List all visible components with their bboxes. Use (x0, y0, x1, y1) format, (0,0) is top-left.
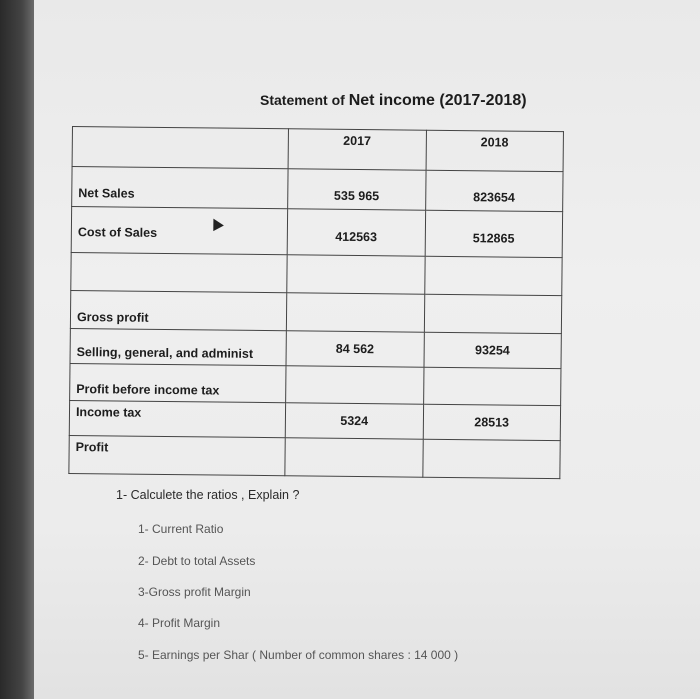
value-2018: 823654 (425, 170, 563, 211)
value-2018 (423, 367, 561, 405)
question-heading: 1- Calculete the ratios , Explain ? (116, 488, 300, 502)
document-title (260, 92, 527, 110)
table-row (70, 290, 561, 333)
row-label: Net Sales (72, 167, 288, 209)
title-main: Net income (2017-2018) (348, 92, 527, 109)
value-2017 (287, 255, 425, 294)
value-2017 (285, 438, 423, 477)
row-label: Gross profit (70, 290, 286, 330)
table-row (70, 363, 561, 405)
table-row (71, 252, 562, 295)
table-row (70, 328, 561, 368)
table-row (71, 207, 562, 258)
value-2018: 28513 (423, 404, 561, 440)
row-label: Profit before income tax (70, 363, 286, 402)
question-item: 1- Current Ratio (138, 522, 224, 536)
row-label: Income tax (69, 400, 285, 437)
question-item: 5- Earnings per Shar ( Number of common shares : 14 000 ) (138, 648, 459, 662)
value-2018 (422, 439, 560, 478)
table-header-row (72, 127, 563, 172)
header-cell (72, 127, 288, 169)
table-row (72, 167, 563, 212)
value-2018: 93254 (423, 332, 561, 368)
income-statement-table (68, 126, 564, 479)
value-2017: 412563 (287, 209, 425, 256)
question-item: 4- Profit Margin (138, 616, 221, 630)
row-label (71, 252, 287, 292)
table-row (69, 435, 560, 478)
row-label: Selling, general, and administ (70, 328, 286, 365)
question-item: 3-Gross profit Margin (138, 585, 251, 599)
value-2017 (286, 293, 424, 332)
header-cell: 2018 (426, 130, 564, 171)
value-2018: 512865 (425, 210, 563, 257)
table-row (69, 400, 560, 440)
row-label: Cost of Sales (71, 207, 288, 255)
value-2017: 84 562 (286, 331, 424, 367)
value-2018 (424, 294, 562, 333)
value-2018 (424, 256, 562, 295)
header-cell: 2017 (288, 129, 426, 170)
title-prefix: Statement of (260, 92, 345, 108)
value-2017 (286, 366, 424, 404)
value-2017: 5324 (285, 403, 423, 439)
value-2017: 535 965 (288, 169, 426, 210)
row-label: Profit (69, 435, 285, 475)
question-item: 2- Debt to total Assets (138, 554, 256, 568)
paper-sheet (34, 0, 700, 699)
